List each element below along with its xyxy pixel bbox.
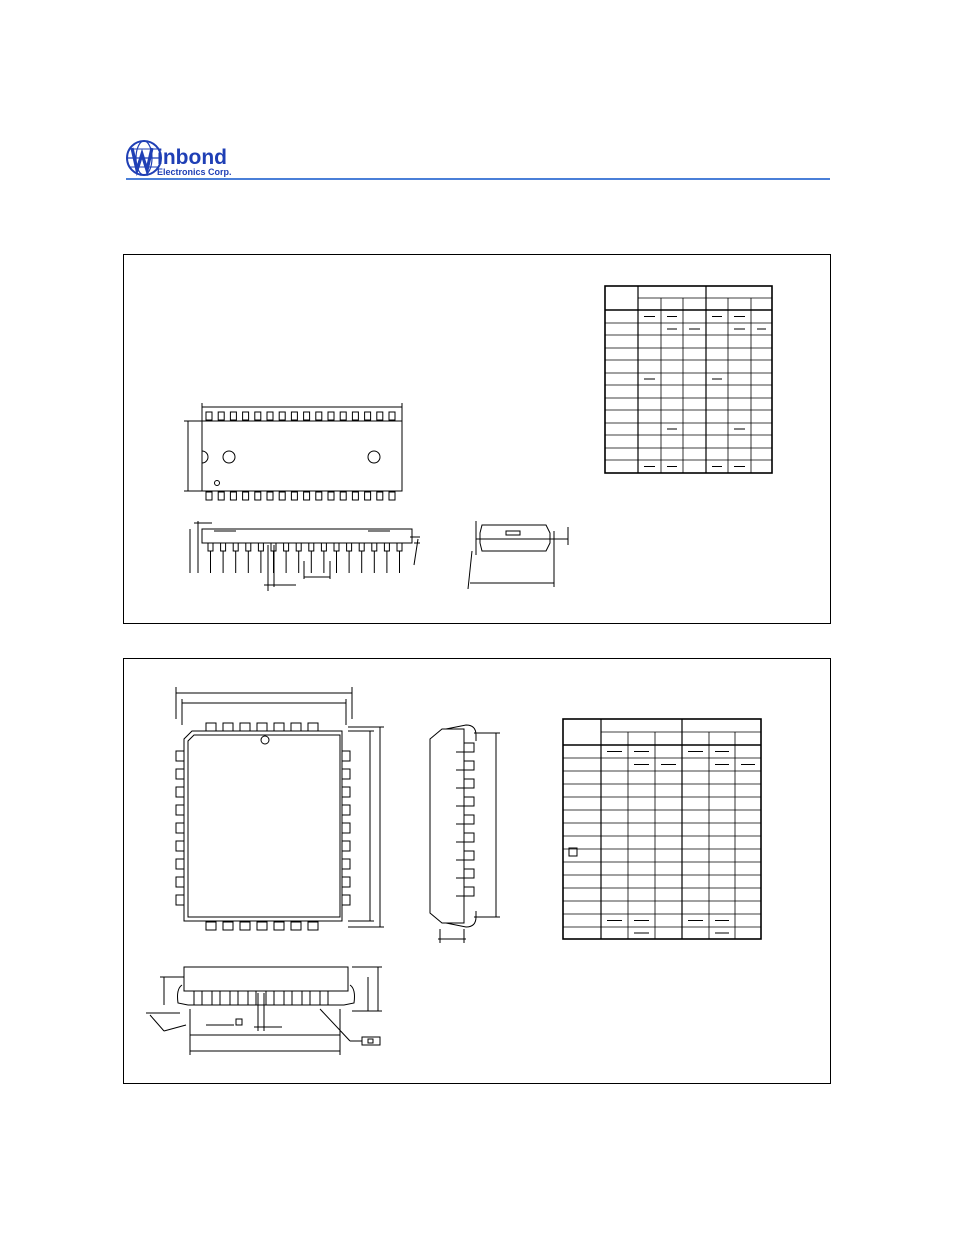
pin xyxy=(255,492,261,500)
pin xyxy=(240,922,250,930)
pin xyxy=(208,543,213,551)
pin xyxy=(230,991,238,1005)
pin xyxy=(230,412,236,420)
winbond-globe-icon xyxy=(124,136,254,180)
pin xyxy=(176,751,184,761)
dip-top-view xyxy=(184,403,402,500)
pin xyxy=(464,797,474,806)
brand-name: inbond xyxy=(157,146,227,169)
dimension-table xyxy=(563,719,761,939)
pin xyxy=(342,805,350,815)
pin xyxy=(342,787,350,797)
pin xyxy=(255,412,261,420)
table-frame xyxy=(605,286,772,473)
pin xyxy=(291,922,301,930)
pin xyxy=(176,787,184,797)
pin xyxy=(248,991,256,1005)
pin xyxy=(340,412,346,420)
winbond-logo xyxy=(124,136,254,180)
pin xyxy=(372,543,377,551)
header-rule xyxy=(126,178,830,180)
pin xyxy=(291,492,297,500)
pin xyxy=(365,492,371,500)
pin xyxy=(176,859,184,869)
dip-end-view xyxy=(468,521,568,589)
plcc-package-drawing xyxy=(124,659,832,1085)
pin xyxy=(296,543,301,551)
plcc-package-panel xyxy=(123,658,831,1084)
pin xyxy=(206,412,212,420)
pin xyxy=(291,412,297,420)
pin xyxy=(267,412,273,420)
pin xyxy=(274,723,284,731)
pin xyxy=(218,412,224,420)
pin xyxy=(291,723,301,731)
pin xyxy=(206,723,216,731)
pin xyxy=(464,815,474,824)
pin xyxy=(176,769,184,779)
pin xyxy=(304,492,310,500)
plcc-side-view xyxy=(430,725,500,943)
pin xyxy=(206,922,216,930)
table-frame xyxy=(563,719,761,939)
pin xyxy=(347,543,352,551)
pin xyxy=(328,412,334,420)
pin xyxy=(321,543,326,551)
pin xyxy=(230,492,236,500)
dimension-table xyxy=(605,286,772,473)
pin xyxy=(206,492,212,500)
pin xyxy=(266,991,274,1005)
pin xyxy=(464,851,474,860)
pin xyxy=(342,877,350,887)
pin xyxy=(342,823,350,833)
pin xyxy=(257,922,267,930)
pin xyxy=(359,543,364,551)
pin xyxy=(377,492,383,500)
pin xyxy=(257,723,267,731)
pin xyxy=(352,412,358,420)
pin xyxy=(464,761,474,770)
pin xyxy=(176,805,184,815)
pin xyxy=(384,543,389,551)
dip-side-view xyxy=(190,521,420,591)
pin xyxy=(352,492,358,500)
pin xyxy=(279,492,285,500)
pin xyxy=(243,492,249,500)
pin xyxy=(212,991,220,1005)
pin xyxy=(342,751,350,761)
pin xyxy=(464,833,474,842)
pin xyxy=(397,543,402,551)
pin xyxy=(246,543,251,551)
pin xyxy=(240,723,250,731)
pin xyxy=(218,492,224,500)
pin xyxy=(342,841,350,851)
pin xyxy=(274,922,284,930)
pin xyxy=(328,492,334,500)
pin xyxy=(342,769,350,779)
pin xyxy=(389,412,395,420)
pin xyxy=(316,412,322,420)
pin xyxy=(279,412,285,420)
pin xyxy=(464,779,474,788)
pin xyxy=(243,412,249,420)
pin xyxy=(342,895,350,905)
pin xyxy=(267,492,273,500)
pin xyxy=(340,492,346,500)
pin xyxy=(308,922,318,930)
pin xyxy=(304,412,310,420)
pin xyxy=(302,991,310,1005)
dip-package-drawing xyxy=(124,255,832,625)
pin xyxy=(233,543,238,551)
pin xyxy=(377,412,383,420)
pin xyxy=(464,887,474,896)
pin xyxy=(258,543,263,551)
pin xyxy=(309,543,314,551)
pin xyxy=(342,859,350,869)
pin xyxy=(308,723,318,731)
pin xyxy=(176,895,184,905)
pin xyxy=(284,991,292,1005)
pin xyxy=(389,492,395,500)
pin xyxy=(223,922,233,930)
pin xyxy=(365,412,371,420)
brand-subtitle: Electronics Corp. xyxy=(157,167,232,177)
pin xyxy=(194,991,202,1005)
pin xyxy=(221,543,226,551)
plcc-front-view xyxy=(146,967,382,1055)
pin xyxy=(316,492,322,500)
pin xyxy=(176,841,184,851)
pin xyxy=(464,869,474,878)
plcc-top-view xyxy=(176,687,384,930)
pin xyxy=(334,543,339,551)
pin xyxy=(284,543,289,551)
dip-package-panel xyxy=(123,254,831,624)
pin xyxy=(320,991,328,1005)
pin xyxy=(223,723,233,731)
pin xyxy=(176,877,184,887)
pin xyxy=(176,823,184,833)
pin xyxy=(464,743,474,752)
